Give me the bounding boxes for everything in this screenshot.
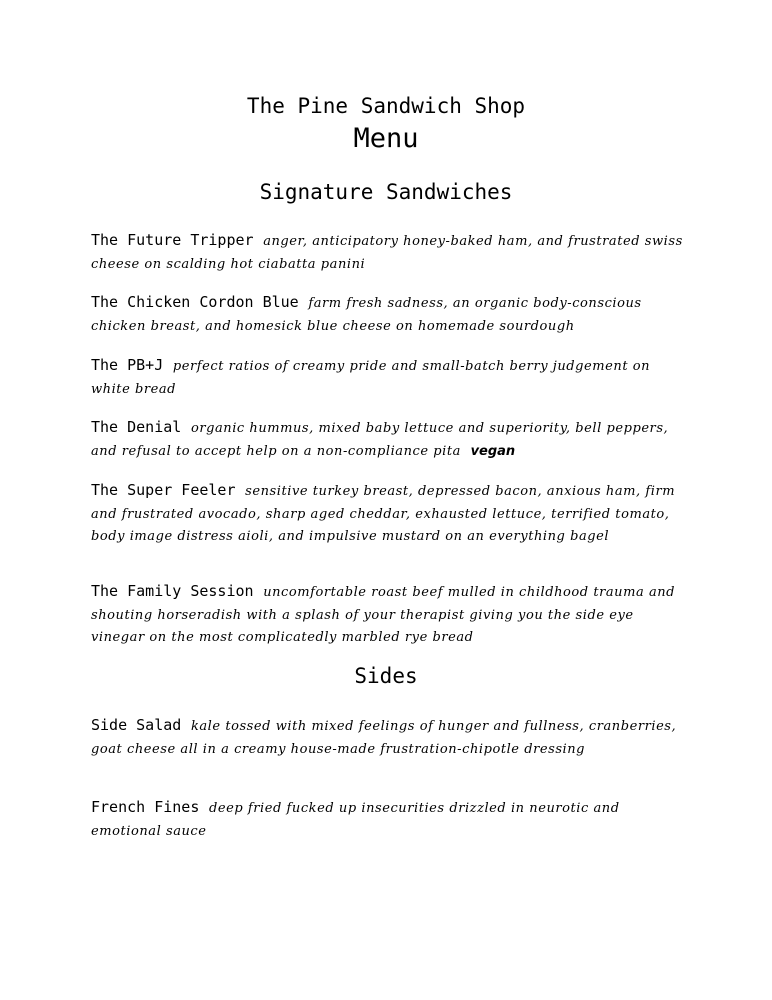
menu-item-chicken-cordon-blue [91,292,691,337]
menu-item-denial [91,417,691,462]
sides-heading: Sides [354,664,418,688]
item-name: The Future Tripper [91,231,254,249]
item-description: organic hummus, mixed baby lettuce and superiority, bell peppers, and refusal to accept help on a non-compliance pita [91,421,669,459]
item-description: kale tossed with mixed feelings of hunger and fullness, cranberries, goat cheese all in a creamy house-made frustration-chipotle dressing [91,719,677,757]
signature-sandwiches-heading: Signature Sandwiches [259,180,513,204]
menu-item-side-salad [91,715,691,760]
menu-item-french-fines [91,797,691,842]
menu-item-pb-j [91,355,691,400]
item-description: perfect ratios of creamy pride and small-batch berry judgement on white bread [91,359,651,397]
item-description: sensitive turkey breast, depressed bacon, anxious ham, firm and frustrated avocado, sharp aged cheddar, exhausted lettuce, terrified tomato, body image distress aioli, and impulsive mustard on an everything bagel [91,484,676,544]
item-description: deep fried fucked up insecurities drizzled in neurotic and emotional sauce [91,801,620,839]
item-name: French Fines [91,798,200,816]
menu-item-future-tripper [91,230,691,275]
item-description: uncomfortable roast beef mulled in childhood trauma and shouting horseradish with a splash of your therapist giving you the side eye vinegar on the most complicatedly marbled rye bread [91,585,676,645]
item-name: The Denial [91,418,182,436]
menu-item-super-feeler [91,480,691,548]
item-description: farm fresh sadness, an organic body-conscious chicken breast, and homesick blue cheese on homemade sourdough [91,296,642,334]
item-name: The Family Session [91,582,254,600]
shop-name: The Pine Sandwich Shop [246,94,526,118]
item-name: The Super Feeler [91,481,236,499]
item-name: The Chicken Cordon Blue [91,293,299,311]
item-name: The PB+J [91,356,164,374]
menu-title: Menu [353,123,419,154]
menu-item-family-session [91,581,691,649]
vegan-tag: vegan [470,443,516,459]
item-name: Side Salad [91,716,182,734]
item-description: anger, anticipatory honey-baked ham, and frustrated swiss cheese on scalding hot ciabatta panini [91,234,683,272]
